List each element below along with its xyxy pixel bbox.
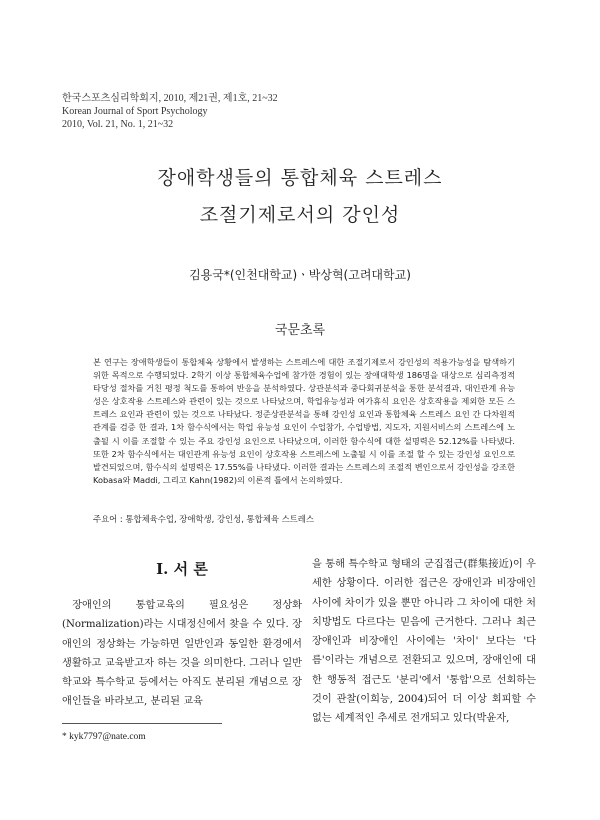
paper-title-line-2: 조절기제로서의 강인성 xyxy=(199,204,401,226)
journal-citation-english: 2010, Vol. 21, No. 1, 21~32 xyxy=(62,119,174,130)
author-list: 김용국*(인천대학교)ㆍ박상혁(고려대학교) xyxy=(189,268,411,282)
journal-name-english: Korean Journal of Sport Psychology xyxy=(62,106,208,117)
footnote-email: * kyk7797@nate.com xyxy=(62,732,146,742)
abstract-text: 본 연구는 장애학생들이 통합체육 상황에서 발생하는 스트레스에 대한 조절기제로서 강인성의 적용가능성을 탐색하기 위한 목적으로 수행되었다. 2학기 이상 통합체육수업에 참가한 경험이 있는 장애대학생 186명을 대상으로 심리측정적 타당성 절차를 거친 평정 척도를 통하여 반응을 분석하였다. 상관분석과 중다회귀분석을 통한 분석결과, 대인관계 유능성은 상호작용 스트레스와 관련이 있는 것으로 나타났으며, 학업유능성과 여가휴식 요인은 상호작용을 제외한 모든 스트레스 요인과 관련이 있는 것으로 나타났다. 정준상관분석을 통해 강인성 요인과 통합체육 스트레스 요인 간 다차원적 관계를 검증 한 결과, 1차 함수식에서는 학업 유능성 요인이 수업참가, 수업방법, 지도자, 지원서비스의 스트레스에 노출될 시 이를 조절할 수 있는 주요 강인성 요인으로 나타났으며, 이러한 함수식에 대한 설명력은 52.12%를 나타냈다. 또한 2차 함수식에서는 대인관계 유능성 요인이 상호작용 스트레스에 노출될 시 이를 조절 할 수 있는 강인성 요인으로 발견되었으며, 함수식의 설명력은 17.55%를 나타냈다. 이러한 결과는 스트레스의 조절적 변인으로서 강인성을 강조한 Kobasa와 Maddi, 그리고 Kahn(1982)의 이론적 틀에서 논의하였다. xyxy=(93,357,515,485)
journal-citation-korean: 한국스포츠심리학회지, 2010, 제21권, 제1호, 21~32 xyxy=(62,93,278,104)
footnote-divider xyxy=(62,723,222,724)
body-column-right: 을 통해 특수학교 형태의 군집접근(群集接近)이 우세한 상황이다. 이러한 접근은 장애인과 비장애인 사이에 차이가 있을 뿐만 아니라 그 차이에 대한 처치방법도 다르다는 믿음에 근거한다. 그러나 최근 장애인과 비장애인 사이에는 '차이' 보다는 '다름'이라는 개념으로 전환되고 있으며, 장애인에 대한 행동적 접근도 '분리'에서 '통합'으로 선회하는 것이 관찰(이희능, 2004)되어 더 이상 회피할 수 없는 세계적인 추세로 전개되고 있다(박윤자, xyxy=(312,559,536,725)
section-title-introduction: I. 서 론 xyxy=(156,560,208,578)
journal-info xyxy=(62,92,278,131)
abstract-heading: 국문초록 xyxy=(274,323,326,338)
paper-title-line-1: 장애학생들의 통합체육 스트레스 xyxy=(157,167,443,189)
keywords: 주요어 : 통합체육수업, 장애학생, 강인성, 통합체육 스트레스 xyxy=(93,514,314,524)
body-column-left: 장애인의 통합교육의 필요성은 정상화(Normalization)라는 시대정신에서 찾을 수 있다. 장애인의 정상화는 가능하면 일반인과 동일한 환경에서 생활하고 교육받고자 하는 것을 의미한다. 그러나 일반학교와 특수학교 등에서는 아직도 분리된 개념으로 장애인들을 바라보고, 분리된 교육 xyxy=(62,600,302,708)
